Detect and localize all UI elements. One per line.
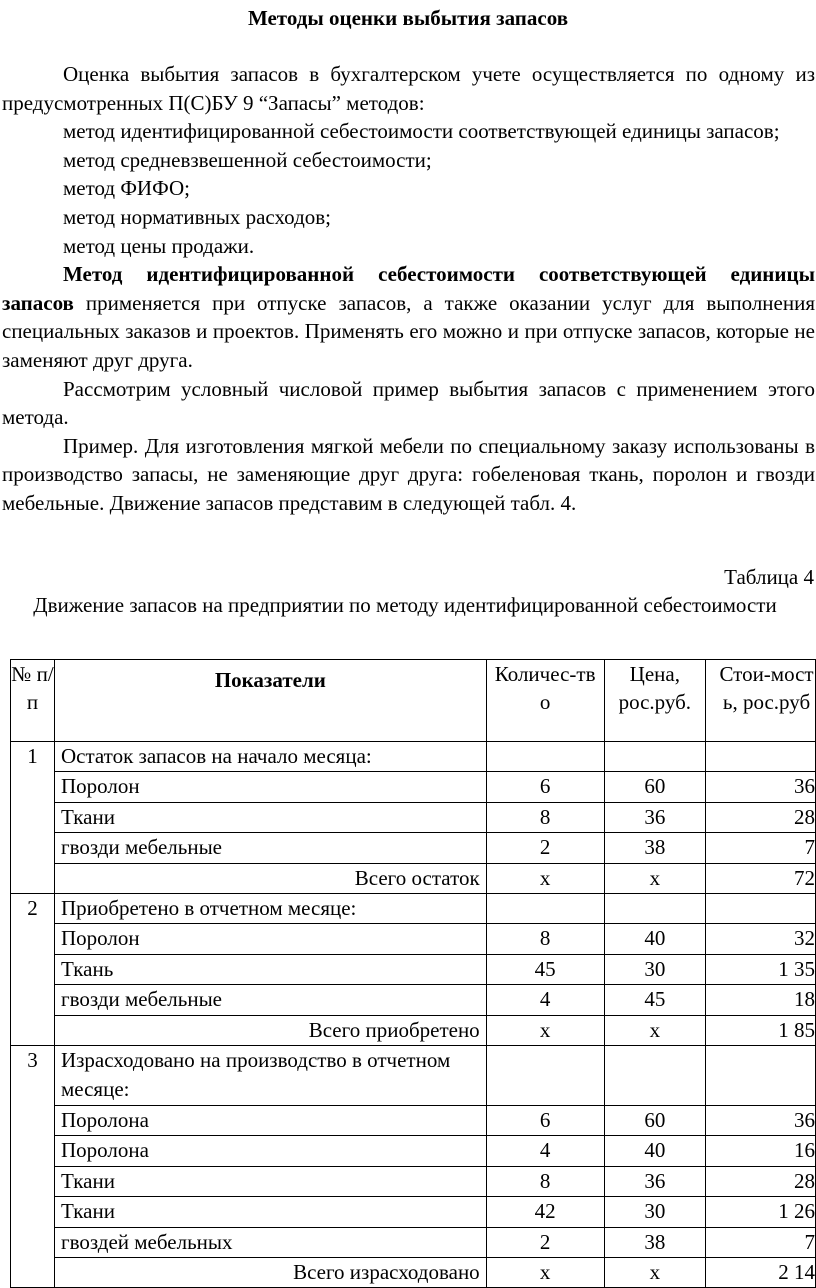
empty-cell	[604, 742, 705, 772]
table-body	[11, 742, 816, 1288]
header-no: № п/п	[11, 660, 55, 742]
item-price: 30	[604, 954, 705, 984]
item-cost: 16	[706, 1136, 816, 1166]
section-total-row	[11, 863, 816, 893]
item-price: 38	[604, 1227, 705, 1257]
item-qty: 6	[486, 1105, 604, 1135]
item-cost: 36	[706, 1105, 816, 1135]
method-item: метод ФИФО;	[63, 176, 190, 201]
item-name: Поролон	[54, 772, 486, 802]
header-price: Цена, рос.руб.	[604, 660, 705, 742]
empty-cell	[706, 742, 816, 772]
method-item: метод идентифицированной себестоимости соответствующей единицы запасов;	[63, 119, 780, 144]
method-item: метод нормативных расходов;	[63, 204, 332, 229]
item-qty: 8	[486, 802, 604, 832]
total-cost: 72	[706, 863, 816, 893]
item-cost: 7	[706, 833, 816, 863]
item-price: 40	[604, 1136, 705, 1166]
table-row	[11, 1197, 816, 1227]
item-qty: 8	[486, 924, 604, 954]
table-row	[11, 1227, 816, 1257]
total-cost: 2 14	[706, 1257, 816, 1287]
empty-cell	[604, 894, 705, 924]
header-indicator: Показатели	[54, 660, 486, 742]
item-name: Ткань	[54, 954, 486, 984]
total-price: х	[604, 1015, 705, 1045]
item-cost: 7	[706, 1227, 816, 1257]
example-paragraph: Пример. Для изготовления мягкой мебели по специальному заказу использованы в производство запасы, не заменяющие друг друга: гобеленовая ткань, поролон и гвозди мебельные. Движение запасов представим в следующей табл. 4.	[2, 433, 815, 515]
item-cost: 32	[706, 924, 816, 954]
item-cost: 18	[706, 985, 816, 1015]
section-title-row	[11, 742, 816, 772]
method-description: применяется при отпуске запасов, а также оказании услуг для выполнения специальных заказов и проектов. Применять его можно и при отпуске запасов, которые не заменяют друг друга.	[2, 290, 815, 372]
table-row	[11, 924, 816, 954]
item-name: Ткани	[54, 802, 486, 832]
item-cost: 28	[706, 802, 816, 832]
total-qty: х	[486, 863, 604, 893]
table-row	[11, 1136, 816, 1166]
header-qty: Количес-тво	[486, 660, 604, 742]
consider-paragraph: Рассмотрим условный числовой пример выбытия запасов с применением этого метода.	[2, 376, 815, 430]
item-name: Поролон	[54, 924, 486, 954]
empty-cell	[604, 1046, 705, 1106]
item-qty: 2	[486, 1227, 604, 1257]
item-name: Ткани	[54, 1197, 486, 1227]
section-title: Израсходовано на производство в отчетном месяце:	[54, 1046, 486, 1106]
item-cost: 1 26	[706, 1197, 816, 1227]
total-qty: х	[486, 1015, 604, 1045]
empty-cell	[706, 1046, 816, 1106]
total-label: Всего остаток	[54, 863, 486, 893]
item-name: гвоздей мебельных	[54, 1227, 486, 1257]
item-qty: 4	[486, 1136, 604, 1166]
section-total-row	[11, 1015, 816, 1045]
total-qty: х	[486, 1257, 604, 1287]
total-label: Всего приобретено	[54, 1015, 486, 1045]
item-price: 60	[604, 772, 705, 802]
empty-cell	[706, 894, 816, 924]
page-title: Методы оценки выбытия запасов	[247, 6, 569, 30]
intro-paragraph: Оценка выбытия запасов в бухгалтерском учете осуществляется по одному из предусмотренных П(С)БУ 9 “Запасы” методов:	[2, 62, 815, 115]
item-qty: 42	[486, 1197, 604, 1227]
item-name: Поролона	[54, 1105, 486, 1135]
section-title: Приобретено в отчетном месяце:	[54, 894, 486, 924]
method-item: метод средневзвешенной себестоимости;	[63, 147, 432, 172]
section-title-row	[11, 1046, 816, 1106]
total-price: х	[604, 863, 705, 893]
table-title: Движение запасов на предприятии по методу идентифицированной себестоимости	[33, 593, 777, 617]
item-name: гвозди мебельные	[54, 985, 486, 1015]
table-header-row	[11, 660, 816, 742]
item-cost: 28	[706, 1166, 816, 1196]
method-item: метод цены продажи.	[63, 233, 255, 258]
item-price: 60	[604, 1105, 705, 1135]
total-label: Всего израсходовано	[54, 1257, 486, 1287]
item-qty: 6	[486, 772, 604, 802]
header-cost: Стои-мость, рос.руб	[706, 660, 816, 742]
total-price: х	[604, 1257, 705, 1287]
method-description-paragraph	[2, 260, 815, 374]
table-row	[11, 1166, 816, 1196]
section-title-row	[11, 894, 816, 924]
empty-cell	[486, 1046, 604, 1106]
item-cost: 1 35	[706, 954, 816, 984]
table-row	[11, 954, 816, 984]
item-price: 45	[604, 985, 705, 1015]
table-row	[11, 1105, 816, 1135]
section-number: 2	[11, 894, 55, 1046]
section-number: 3	[11, 1046, 55, 1288]
section-number: 1	[11, 742, 55, 894]
item-qty: 45	[486, 954, 604, 984]
body-text	[2, 60, 815, 518]
item-cost: 36	[706, 772, 816, 802]
inventory-table	[10, 659, 816, 1288]
item-qty: 2	[486, 833, 604, 863]
item-price: 38	[604, 833, 705, 863]
item-price: 40	[604, 924, 705, 954]
item-name: Поролона	[54, 1136, 486, 1166]
table-row	[11, 802, 816, 832]
table-row	[11, 833, 816, 863]
table-label: Таблица 4	[724, 565, 814, 589]
item-price: 36	[604, 1166, 705, 1196]
empty-cell	[486, 894, 604, 924]
section-title: Остаток запасов на начало месяца:	[54, 742, 486, 772]
empty-cell	[486, 742, 604, 772]
item-name: гвозди мебельные	[54, 833, 486, 863]
total-cost: 1 85	[706, 1015, 816, 1045]
item-name: Ткани	[54, 1166, 486, 1196]
item-qty: 8	[486, 1166, 604, 1196]
item-qty: 4	[486, 985, 604, 1015]
item-price: 30	[604, 1197, 705, 1227]
table-row	[11, 985, 816, 1015]
item-price: 36	[604, 802, 705, 832]
table-row	[11, 772, 816, 802]
method-name-bold: Метод идентифицированной себестоимости соответствующей единицы запасов	[2, 262, 815, 315]
